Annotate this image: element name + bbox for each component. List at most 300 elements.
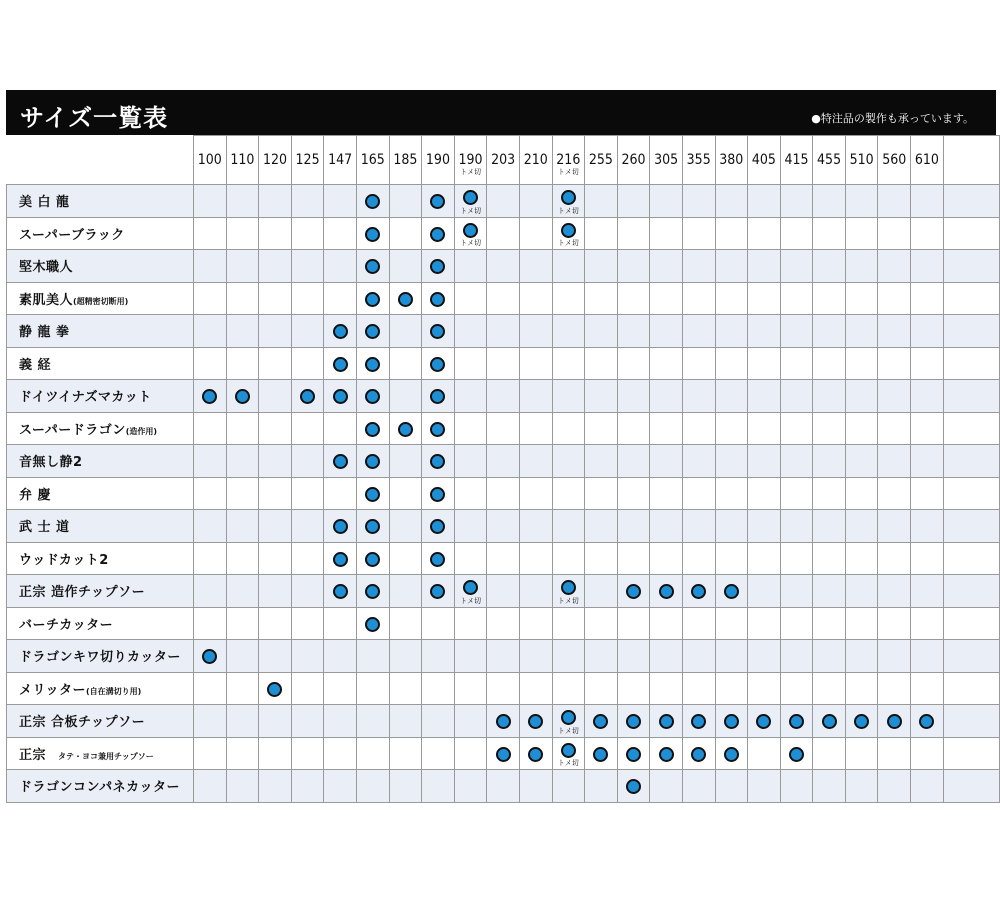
size-cell: [813, 542, 846, 575]
size-label: 120: [262, 152, 287, 168]
size-cell: [454, 672, 487, 705]
row-spacer: [943, 607, 999, 640]
size-cell: [715, 672, 748, 705]
size-header-110: [226, 136, 259, 185]
size-cell: [715, 510, 748, 543]
row-spacer: [943, 770, 999, 803]
size-cell: [487, 347, 520, 380]
size-cell: [911, 510, 944, 543]
size-header-405: [748, 136, 781, 185]
size-cell: [519, 380, 552, 413]
size-cell: [682, 575, 715, 608]
size-cell: [911, 412, 944, 445]
size-cell: [878, 575, 911, 608]
size-cell: [780, 250, 813, 283]
size-cell: [324, 672, 357, 705]
size-cell: [585, 510, 618, 543]
tome-cut-label: トメ切: [557, 206, 579, 215]
size-cell: [454, 510, 487, 543]
size-cell: [259, 250, 292, 283]
size-cell: [748, 250, 781, 283]
size-cell: [650, 770, 683, 803]
product-name-text: 堅木職人: [19, 260, 74, 276]
size-cell: [226, 672, 259, 705]
size-cell: [911, 737, 944, 770]
size-cell: [650, 705, 683, 738]
size-cell: [422, 477, 455, 510]
size-cell: [194, 607, 227, 640]
size-cell: [259, 737, 292, 770]
size-cell: [356, 477, 389, 510]
size-cell: [780, 185, 813, 218]
size-cell: [454, 315, 487, 348]
size-cell: [226, 607, 259, 640]
size-cell: [519, 445, 552, 478]
size-cell: [780, 542, 813, 575]
size-cell: [356, 445, 389, 478]
size-cell: [194, 737, 227, 770]
product-name: [7, 412, 194, 445]
product-name-text: 義 経: [19, 357, 52, 373]
size-cell: [324, 347, 357, 380]
size-cell: [813, 412, 846, 445]
size-cell: [324, 380, 357, 413]
size-cell: [552, 705, 585, 738]
available-dot-icon: [430, 552, 445, 567]
available-dot-icon: [463, 223, 478, 238]
product-name-text: ドラゴンキワ切りカッター: [19, 650, 181, 666]
size-cell: [650, 640, 683, 673]
size-cell: [552, 477, 585, 510]
size-cell: [650, 477, 683, 510]
size-cell: [519, 607, 552, 640]
size-cell: [389, 477, 422, 510]
size-cell: [422, 282, 455, 315]
size-cell: [356, 282, 389, 315]
product-name-note: (自在溝切り用): [85, 686, 142, 696]
size-cell: [422, 510, 455, 543]
available-dot-icon: [365, 454, 380, 469]
available-dot-icon: [724, 584, 739, 599]
size-cell: [356, 640, 389, 673]
available-dot-icon: [430, 324, 445, 339]
product-row: [7, 347, 1000, 380]
size-cell: [194, 770, 227, 803]
size-header-row: [7, 136, 1000, 185]
size-cell: [356, 250, 389, 283]
size-header-190-tome: [454, 136, 487, 185]
size-cell: [878, 217, 911, 250]
tome-cut-label: トメ切: [460, 206, 482, 215]
size-cell: [356, 542, 389, 575]
size-cell: [226, 575, 259, 608]
size-cell: [585, 412, 618, 445]
size-label: 185: [393, 152, 418, 168]
size-cell: [226, 412, 259, 445]
size-cell: [780, 217, 813, 250]
available-dot-icon: [691, 584, 706, 599]
product-name-text: 美 白 龍: [19, 195, 70, 211]
size-cell: [389, 445, 422, 478]
size-cell: [845, 672, 878, 705]
size-header-125: [291, 136, 324, 185]
product-name: [7, 380, 194, 413]
size-cell: [552, 347, 585, 380]
size-cell: [259, 380, 292, 413]
row-spacer: [943, 412, 999, 445]
available-dot-icon: [463, 580, 478, 595]
size-cell: [226, 737, 259, 770]
size-cell: [226, 477, 259, 510]
size-cell: [682, 770, 715, 803]
size-header-190: [422, 136, 455, 185]
size-cell: [682, 217, 715, 250]
row-spacer: [943, 510, 999, 543]
size-cell: [878, 185, 911, 218]
size-cell: [878, 607, 911, 640]
size-cell: [552, 770, 585, 803]
size-cell: [422, 737, 455, 770]
available-dot-icon: [365, 259, 380, 274]
row-spacer: [943, 575, 999, 608]
size-cell: [454, 705, 487, 738]
size-cell: [813, 770, 846, 803]
size-cell: [617, 607, 650, 640]
size-cell: [617, 737, 650, 770]
size-cell: [324, 510, 357, 543]
size-cell: [291, 380, 324, 413]
available-dot-icon: [333, 324, 348, 339]
size-cell: [422, 705, 455, 738]
size-cell: [259, 217, 292, 250]
product-name-text: スーパーブラック: [19, 227, 125, 243]
size-cell: [878, 477, 911, 510]
size-cell: [878, 250, 911, 283]
size-cell: [617, 542, 650, 575]
size-cell: [682, 542, 715, 575]
size-cell: [194, 412, 227, 445]
size-cell: [519, 250, 552, 283]
size-cell: [780, 705, 813, 738]
size-cell: [585, 380, 618, 413]
product-name: [7, 315, 194, 348]
row-spacer: [943, 380, 999, 413]
available-dot-icon: [333, 454, 348, 469]
row-spacer: [943, 217, 999, 250]
size-cell: [356, 737, 389, 770]
size-cell: [291, 640, 324, 673]
size-label: 203: [491, 152, 516, 168]
available-dot-icon: [724, 714, 739, 729]
available-dot-icon: [561, 710, 576, 725]
size-cell: [194, 445, 227, 478]
available-dot-icon: [430, 519, 445, 534]
size-cell: [291, 542, 324, 575]
size-cell: [780, 607, 813, 640]
size-cell: [194, 640, 227, 673]
size-cell: [585, 575, 618, 608]
available-dot-icon: [333, 389, 348, 404]
available-dot-icon: [528, 714, 543, 729]
product-row: [7, 542, 1000, 575]
tome-cut-label: トメ切: [557, 596, 579, 605]
size-label: 305: [654, 152, 679, 168]
size-cell: [845, 380, 878, 413]
size-cell: [487, 217, 520, 250]
product-name: [7, 347, 194, 380]
product-name: [7, 770, 194, 803]
size-cell: [259, 640, 292, 673]
available-dot-icon: [822, 714, 837, 729]
size-cell: [324, 315, 357, 348]
size-cell: [194, 217, 227, 250]
size-cell: [813, 185, 846, 218]
available-dot-icon: [365, 292, 380, 307]
chart-title: サイズ一覧表: [20, 104, 169, 132]
size-label: 415: [784, 152, 809, 168]
size-cell: [519, 477, 552, 510]
product-name-note: (造作用): [125, 426, 158, 436]
size-cell: [259, 770, 292, 803]
size-cell: [845, 737, 878, 770]
available-dot-icon: [430, 227, 445, 242]
size-cell: [291, 347, 324, 380]
size-cell: [552, 575, 585, 608]
size-label: 405: [751, 152, 776, 168]
size-header-203: [487, 136, 520, 185]
size-label: 380: [719, 152, 744, 168]
available-dot-icon: [430, 487, 445, 502]
available-dot-icon: [235, 389, 250, 404]
product-name-text: ドイツイナズマカット: [19, 390, 152, 406]
size-cell: [650, 185, 683, 218]
size-cell: [682, 282, 715, 315]
size-cell: [226, 510, 259, 543]
size-cell: [650, 607, 683, 640]
product-name-text: 武 士 道: [19, 520, 70, 536]
size-cell: [389, 510, 422, 543]
size-cell: [911, 705, 944, 738]
size-cell: [519, 575, 552, 608]
size-cell: [291, 510, 324, 543]
size-cell: [487, 640, 520, 673]
row-spacer: [943, 477, 999, 510]
size-cell: [194, 672, 227, 705]
size-cell: [911, 445, 944, 478]
tome-cut-label: トメ切: [460, 596, 482, 605]
product-row: [7, 250, 1000, 283]
size-cell: [878, 672, 911, 705]
size-cell: [617, 770, 650, 803]
available-dot-icon: [365, 617, 380, 632]
product-name: [7, 542, 194, 575]
row-spacer: [943, 705, 999, 738]
size-cell: [813, 315, 846, 348]
available-dot-icon: [202, 649, 217, 664]
size-cell: [324, 217, 357, 250]
available-dot-icon: [626, 584, 641, 599]
product-name: [7, 445, 194, 478]
size-header-305: [650, 136, 683, 185]
size-cell: [845, 770, 878, 803]
size-cell: [682, 672, 715, 705]
size-cell: [911, 575, 944, 608]
size-cell: [324, 477, 357, 510]
size-cell: [845, 705, 878, 738]
size-cell: [389, 640, 422, 673]
size-cell: [291, 250, 324, 283]
size-cell: [324, 575, 357, 608]
size-cell: [356, 705, 389, 738]
row-spacer: [943, 445, 999, 478]
size-cell: [259, 412, 292, 445]
size-cell: [356, 315, 389, 348]
size-cell: [585, 217, 618, 250]
size-cell: [487, 672, 520, 705]
size-cell: [487, 477, 520, 510]
size-cell: [650, 672, 683, 705]
size-cell: [715, 185, 748, 218]
available-dot-icon: [561, 223, 576, 238]
size-cell: [911, 380, 944, 413]
size-label: 510: [849, 152, 874, 168]
available-dot-icon: [561, 580, 576, 595]
size-cell: [715, 412, 748, 445]
size-cell: [194, 185, 227, 218]
available-dot-icon: [398, 292, 413, 307]
product-row: [7, 607, 1000, 640]
size-label: 147: [328, 152, 353, 168]
size-header-380: [715, 136, 748, 185]
available-dot-icon: [887, 714, 902, 729]
size-cell: [585, 640, 618, 673]
size-cell: [552, 412, 585, 445]
size-cell: [617, 672, 650, 705]
size-label: 110: [230, 152, 255, 168]
size-cell: [356, 412, 389, 445]
size-cell: [194, 380, 227, 413]
product-row: [7, 412, 1000, 445]
size-cell: [813, 477, 846, 510]
size-cell: [194, 705, 227, 738]
size-label: 455: [817, 152, 842, 168]
size-cell: [454, 770, 487, 803]
size-cell: [259, 542, 292, 575]
size-cell: [748, 380, 781, 413]
size-cell: [422, 445, 455, 478]
size-cell: [845, 607, 878, 640]
product-row: [7, 477, 1000, 510]
size-cell: [487, 250, 520, 283]
size-cell: [291, 185, 324, 218]
size-cell: [226, 380, 259, 413]
available-dot-icon: [691, 747, 706, 762]
row-spacer: [943, 542, 999, 575]
size-cell: [389, 217, 422, 250]
size-cell: [324, 412, 357, 445]
size-header-455: [813, 136, 846, 185]
size-sublabel: トメ切: [460, 168, 482, 176]
size-cell: [519, 542, 552, 575]
size-cell: [650, 250, 683, 283]
product-row: [7, 705, 1000, 738]
product-name-text: 音無し静2: [19, 455, 83, 471]
size-cell: [748, 445, 781, 478]
size-cell: [650, 445, 683, 478]
size-cell: [813, 380, 846, 413]
size-cell: [389, 575, 422, 608]
size-label: 125: [295, 152, 320, 168]
product-row: [7, 640, 1000, 673]
size-cell: [552, 510, 585, 543]
size-cell: [780, 640, 813, 673]
size-cell: [650, 380, 683, 413]
size-cell: [748, 217, 781, 250]
size-cell: [878, 770, 911, 803]
product-name-text: メリッター: [19, 682, 86, 698]
size-cell: [748, 705, 781, 738]
size-cell: [454, 445, 487, 478]
size-cell: [585, 705, 618, 738]
size-cell: [911, 185, 944, 218]
size-cell: [389, 347, 422, 380]
size-cell: [422, 315, 455, 348]
size-cell: [487, 315, 520, 348]
size-cell: [259, 445, 292, 478]
size-cell: [878, 380, 911, 413]
size-cell: [617, 640, 650, 673]
available-dot-icon: [333, 519, 348, 534]
size-cell: [226, 217, 259, 250]
size-cell: [911, 250, 944, 283]
title-bar: [6, 90, 996, 135]
size-cell: [682, 640, 715, 673]
size-cell: [389, 705, 422, 738]
size-cell: [813, 705, 846, 738]
product-name: [7, 737, 194, 770]
size-cell: [194, 315, 227, 348]
size-label: 560: [882, 152, 907, 168]
size-cell: [519, 185, 552, 218]
size-cell: [682, 315, 715, 348]
size-cell: [454, 640, 487, 673]
header-spacer: [943, 136, 999, 185]
available-dot-icon: [691, 714, 706, 729]
size-cell: [845, 282, 878, 315]
size-header-185: [389, 136, 422, 185]
size-header-147: [324, 136, 357, 185]
size-cell: [324, 770, 357, 803]
size-cell: [422, 250, 455, 283]
size-cell: [259, 510, 292, 543]
size-cell: [715, 770, 748, 803]
size-cell: [780, 445, 813, 478]
size-cell: [748, 347, 781, 380]
size-cell: [650, 315, 683, 348]
size-cell: [356, 510, 389, 543]
size-cell: [715, 445, 748, 478]
product-name: [7, 217, 194, 250]
size-cell: [226, 542, 259, 575]
size-cell: [585, 250, 618, 283]
size-cell: [422, 217, 455, 250]
size-cell: [356, 380, 389, 413]
product-row: [7, 217, 1000, 250]
custom-order-note: ●特注品の製作も承っています。: [811, 112, 974, 125]
product-name: [7, 607, 194, 640]
size-cell: [389, 542, 422, 575]
size-cell: [748, 477, 781, 510]
